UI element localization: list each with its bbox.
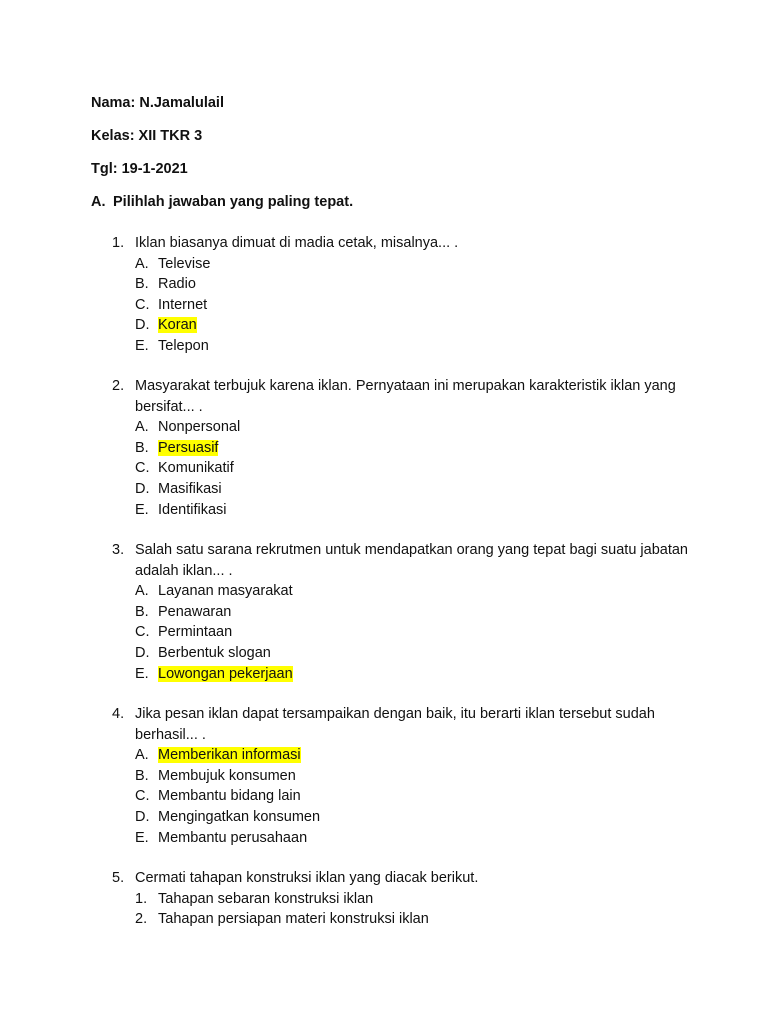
question-stem: [112, 540, 692, 581]
option-text: Permintaan: [158, 624, 233, 641]
sub-item-2: [112, 909, 692, 930]
question-number: 3.: [112, 542, 125, 558]
option-e: [112, 500, 692, 521]
question-text: Masyarakat terbujuk karena iklan. Pernyataan ini merupakan karakteristik iklan yang bersifat... .: [135, 378, 676, 415]
student-class: Kelas: XII TKR 3: [91, 128, 203, 144]
option-letter: D.: [135, 808, 150, 825]
question-text: Salah satu sarana rekrutmen untuk mendapatkan orang yang tepat bagi suatu jabatan adalah iklan... .: [135, 542, 688, 579]
option-letter: E.: [135, 665, 149, 682]
question-1: [112, 233, 692, 357]
question-text: Cermati tahapan konstruksi iklan yang diacak berikut.: [135, 870, 479, 886]
option-text-highlighted: Persuasif: [158, 439, 219, 456]
option-letter: A.: [135, 747, 149, 764]
question-5: [112, 868, 692, 930]
option-d: [112, 479, 692, 500]
option-e: [112, 664, 692, 685]
sub-item-text: Tahapan persiapan materi konstruksi iklan: [158, 911, 429, 928]
option-c: [112, 295, 692, 316]
option-letter: B.: [135, 276, 149, 293]
test-date: Tgl: 19-1-2021: [91, 161, 188, 177]
sub-item-1: [112, 889, 692, 910]
option-letter: C.: [135, 296, 150, 313]
option-a: [112, 581, 692, 602]
option-text-highlighted: Lowongan pekerjaan: [158, 665, 293, 682]
option-letter: E.: [135, 829, 149, 846]
option-b: [112, 766, 692, 787]
option-letter: E.: [135, 337, 149, 354]
option-text: Layanan masyarakat: [158, 583, 293, 600]
option-text: Membujuk konsumen: [158, 767, 296, 784]
question-stem: [112, 868, 692, 889]
sub-item-number: 2.: [135, 911, 148, 928]
option-text: Telepon: [158, 337, 209, 354]
question-stem: [112, 376, 692, 417]
option-text: Mengingatkan konsumen: [158, 808, 321, 825]
question-number: 2.: [112, 378, 125, 394]
option-b: [112, 602, 692, 623]
option-text: Komunikatif: [158, 460, 234, 477]
option-letter: D.: [135, 317, 150, 334]
section-instruction: Pilihlah jawaban yang paling tepat.: [113, 194, 354, 210]
option-letter: C.: [135, 624, 150, 641]
question-number: 5.: [112, 870, 125, 886]
option-letter: A.: [135, 419, 149, 436]
option-a: [112, 254, 692, 275]
question-2: [112, 376, 692, 520]
option-c: [112, 622, 692, 643]
option-e: [112, 336, 692, 357]
sub-item-number: 1.: [135, 890, 148, 907]
option-text: Penawaran: [158, 603, 232, 620]
option-letter: E.: [135, 501, 149, 518]
option-text: Membantu perusahaan: [158, 829, 308, 846]
option-text: Membantu bidang lain: [158, 788, 301, 805]
sub-item-text: Tahapan sebaran konstruksi iklan: [158, 890, 374, 907]
option-text: Radio: [158, 276, 196, 293]
option-letter: A.: [135, 255, 149, 272]
option-letter: B.: [135, 439, 149, 456]
question-3: [112, 540, 692, 684]
option-text: Internet: [158, 296, 208, 313]
option-d: [112, 315, 692, 336]
option-letter: B.: [135, 603, 149, 620]
section-heading: [91, 192, 353, 212]
question-stem: [112, 233, 692, 254]
option-b: [112, 274, 692, 295]
option-a: [112, 745, 692, 766]
student-name: Nama: N.Jamalulail: [91, 95, 224, 111]
option-letter: A.: [135, 583, 149, 600]
option-letter: C.: [135, 788, 150, 805]
option-b: [112, 438, 692, 459]
question-stem: [112, 704, 692, 745]
option-c: [112, 786, 692, 807]
question-text: Jika pesan iklan dapat tersampaikan dengan baik, itu berarti iklan tersebut sudah berhasil... .: [135, 706, 655, 743]
question-text: Iklan biasanya dimuat di madia cetak, misalnya... .: [135, 235, 459, 251]
option-text-highlighted: Koran: [158, 317, 197, 334]
option-text-highlighted: Memberikan informasi: [158, 747, 301, 764]
option-letter: B.: [135, 767, 149, 784]
option-d: [112, 643, 692, 664]
option-letter: D.: [135, 480, 150, 497]
question-number: 1.: [112, 235, 125, 251]
option-letter: C.: [135, 460, 150, 477]
option-a: [112, 417, 692, 438]
question-number: 4.: [112, 706, 125, 722]
option-text: Berbentuk slogan: [158, 644, 271, 661]
option-letter: D.: [135, 644, 150, 661]
question-4: [112, 704, 692, 848]
option-text: Identifikasi: [158, 501, 227, 518]
section-letter: A.: [91, 194, 106, 210]
option-text: Masifikasi: [158, 480, 222, 497]
option-e: [112, 828, 692, 849]
option-d: [112, 807, 692, 828]
option-c: [112, 458, 692, 479]
option-text: Televise: [158, 255, 211, 272]
option-text: Nonpersonal: [158, 419, 241, 436]
